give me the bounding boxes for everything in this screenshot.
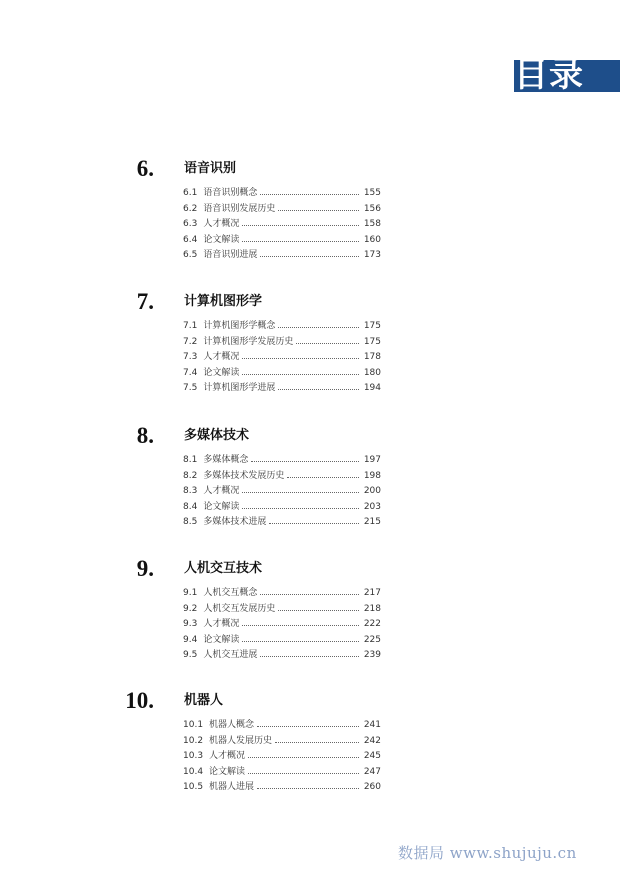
dot-leader xyxy=(242,491,359,493)
entry-label: 人才概况 xyxy=(203,352,240,363)
entry-page: 175 xyxy=(363,321,381,331)
entry-label: 多媒体概念 xyxy=(203,455,249,465)
dot-leader xyxy=(269,522,359,524)
dot-leader xyxy=(242,624,359,626)
entry-label: 论文解读 xyxy=(203,634,240,645)
entry-label: 机器人进展 xyxy=(209,782,255,793)
entry-page: 260 xyxy=(363,782,381,793)
entry-label: 机器人概念 xyxy=(209,720,255,730)
entry-page: 225 xyxy=(363,634,381,645)
dot-leader xyxy=(260,593,359,595)
toc-entry[interactable] xyxy=(183,349,381,365)
entry-page: 218 xyxy=(363,603,381,614)
dot-leader xyxy=(242,357,359,359)
entry-page: 160 xyxy=(363,234,381,245)
entry-page: 194 xyxy=(363,383,381,394)
toc-entry[interactable] xyxy=(183,499,381,515)
entry-number: 8.3 xyxy=(183,486,198,497)
entry-page: 178 xyxy=(363,352,381,363)
entry-number: 10.4 xyxy=(183,766,204,777)
entry-number: 9.4 xyxy=(183,634,198,645)
entry-number: 7.4 xyxy=(183,367,198,378)
dot-leader xyxy=(278,326,359,328)
chapter-number: 6. xyxy=(136,156,154,181)
dot-leader xyxy=(257,787,359,789)
entry-number: 10.3 xyxy=(183,751,204,762)
entry-page: 241 xyxy=(363,720,381,730)
entry-number: 7.3 xyxy=(183,352,198,363)
entry-label: 人机交互发展历史 xyxy=(203,603,276,614)
entry-label: 人才概况 xyxy=(203,486,240,497)
entry-label: 多媒体技术发展历史 xyxy=(203,470,285,481)
dot-leader xyxy=(275,741,359,743)
dot-leader xyxy=(260,255,359,257)
toc-entry[interactable] xyxy=(183,514,381,530)
entry-label: 计算机图形学发展历史 xyxy=(203,336,294,347)
toc-entry[interactable] xyxy=(183,318,381,334)
entry-page: 173 xyxy=(363,250,381,261)
entry-number: 6.2 xyxy=(183,203,198,214)
entry-label: 论文解读 xyxy=(209,766,246,777)
dot-leader xyxy=(242,640,359,642)
chapter-entries xyxy=(183,185,381,263)
toc-entry[interactable] xyxy=(183,468,381,484)
entry-label: 人才概况 xyxy=(203,619,240,630)
entry-label: 语音识别概念 xyxy=(203,188,258,198)
dot-leader xyxy=(257,725,359,727)
entry-page: 239 xyxy=(363,650,381,661)
entry-page: 247 xyxy=(363,766,381,777)
chapter-number: 10. xyxy=(125,688,154,713)
entry-label: 论文解读 xyxy=(203,501,240,512)
entry-label: 计算机图形学进展 xyxy=(203,383,276,394)
entry-number: 10.1 xyxy=(183,720,204,730)
entry-page: 245 xyxy=(363,751,381,762)
dot-leader xyxy=(251,460,359,462)
chapter-title: 机器人 xyxy=(184,693,224,708)
entry-number: 8.4 xyxy=(183,501,198,512)
toc-entry[interactable] xyxy=(183,232,381,248)
toc-entry[interactable] xyxy=(183,365,381,381)
page-title: 目录 xyxy=(514,55,584,95)
entry-number: 8.5 xyxy=(183,517,198,528)
dot-leader xyxy=(260,193,359,195)
toc-entry[interactable] xyxy=(183,748,381,764)
dot-leader xyxy=(242,373,359,375)
chapter-entries xyxy=(183,318,381,396)
entry-page: 203 xyxy=(363,501,381,512)
dot-leader xyxy=(242,507,359,509)
entry-label: 人机交互概念 xyxy=(203,588,258,598)
entry-page: 175 xyxy=(363,336,381,347)
entry-number: 6.4 xyxy=(183,234,198,245)
entry-label: 语音识别发展历史 xyxy=(203,203,276,214)
chapter-title: 人机交互技术 xyxy=(184,561,263,576)
entry-label: 人机交互进展 xyxy=(203,650,258,661)
entry-number: 6.5 xyxy=(183,250,198,261)
toc-entry[interactable] xyxy=(183,380,381,396)
chapter-title: 多媒体技术 xyxy=(184,428,250,443)
dot-leader xyxy=(248,772,359,774)
toc-entry[interactable] xyxy=(183,483,381,499)
chapter-entries xyxy=(183,585,381,663)
entry-page: 222 xyxy=(363,619,381,630)
entry-page: 155 xyxy=(363,188,381,198)
entry-label: 人才概况 xyxy=(209,751,246,762)
chapter-entries xyxy=(183,717,381,795)
entry-label: 计算机图形学概念 xyxy=(203,321,276,331)
entry-number: 10.5 xyxy=(183,782,204,793)
entry-label: 论文解读 xyxy=(203,234,240,245)
dot-leader xyxy=(260,655,359,657)
dot-leader xyxy=(242,224,359,226)
watermark: 数据局 www.shujuju.cn xyxy=(398,844,577,862)
entry-page: 180 xyxy=(363,367,381,378)
toc-entry[interactable] xyxy=(183,717,381,733)
entry-number: 9.5 xyxy=(183,650,198,661)
entry-number: 8.2 xyxy=(183,470,198,481)
entry-number: 8.1 xyxy=(183,455,198,465)
dot-leader xyxy=(287,476,359,478)
toc-entry[interactable] xyxy=(183,779,381,795)
entry-page: 242 xyxy=(363,735,381,746)
entry-page: 197 xyxy=(363,455,381,465)
dot-leader xyxy=(278,609,359,611)
dot-leader xyxy=(296,342,359,344)
toc-entry[interactable] xyxy=(183,601,381,617)
chapter-number: 9. xyxy=(136,556,154,581)
toc-entry[interactable] xyxy=(183,764,381,780)
chapter-number: 7. xyxy=(136,289,154,314)
entry-label: 语音识别进展 xyxy=(203,250,258,261)
toc-entry[interactable] xyxy=(183,733,381,749)
entry-number: 6.3 xyxy=(183,219,198,230)
entry-label: 多媒体技术进展 xyxy=(203,517,267,528)
entry-number: 9.2 xyxy=(183,603,198,614)
chapter-title: 语音识别 xyxy=(184,161,237,176)
entry-label: 论文解读 xyxy=(203,367,240,378)
entry-page: 158 xyxy=(363,219,381,230)
toc-entry[interactable] xyxy=(183,632,381,648)
entry-number: 6.1 xyxy=(183,188,198,198)
entry-number: 7.5 xyxy=(183,383,198,394)
toc-entry[interactable] xyxy=(183,585,381,601)
dot-leader xyxy=(242,240,359,242)
entry-label: 机器人发展历史 xyxy=(209,735,273,746)
toc-entry[interactable] xyxy=(183,201,381,217)
dot-leader xyxy=(278,209,359,211)
entry-label: 人才概况 xyxy=(203,219,240,230)
entry-number: 7.2 xyxy=(183,336,198,347)
toc-entry[interactable] xyxy=(183,185,381,201)
entry-page: 215 xyxy=(363,517,381,528)
toc-entry[interactable] xyxy=(183,334,381,350)
toc-entry[interactable] xyxy=(183,616,381,632)
dot-leader xyxy=(248,756,359,758)
entry-page: 200 xyxy=(363,486,381,497)
dot-leader xyxy=(278,388,359,390)
chapter-number: 8. xyxy=(136,423,154,448)
chapter-title: 计算机图形学 xyxy=(184,294,263,309)
toc-entry[interactable] xyxy=(183,216,381,232)
chapter-entries xyxy=(183,452,381,530)
entry-page: 156 xyxy=(363,203,381,214)
toc-entry[interactable] xyxy=(183,647,381,663)
entry-number: 9.1 xyxy=(183,588,198,598)
entry-number: 7.1 xyxy=(183,321,198,331)
entry-page: 217 xyxy=(363,588,381,598)
entry-page: 198 xyxy=(363,470,381,481)
toc-entry[interactable] xyxy=(183,452,381,468)
toc-entry[interactable] xyxy=(183,247,381,263)
entry-number: 10.2 xyxy=(183,735,204,746)
entry-number: 9.3 xyxy=(183,619,198,630)
